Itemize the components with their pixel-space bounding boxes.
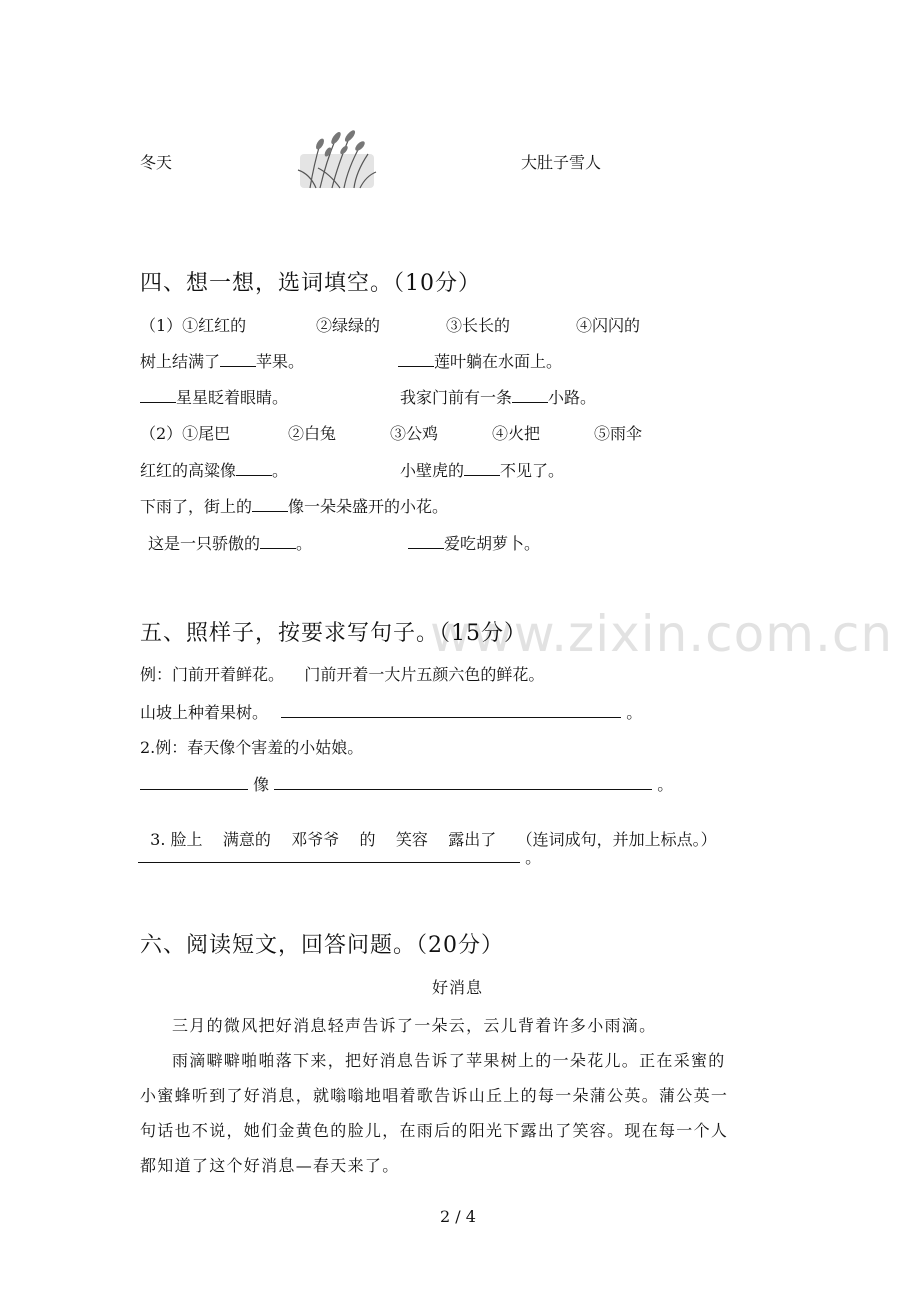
question-2 <box>140 772 673 795</box>
rice-plant-icon <box>290 124 378 192</box>
answer-blank[interactable] <box>464 461 500 476</box>
word-winter: 冬天 <box>140 153 173 172</box>
question-3 <box>140 808 717 850</box>
sentence-text: 。 <box>296 534 313 553</box>
sentence-text: 莲叶躺在水面上。 <box>434 352 563 371</box>
question-end: 。 <box>657 775 674 794</box>
story-line: 都知道了这个好消息—春天来了。 <box>140 1156 400 1175</box>
answer-blank[interactable] <box>236 461 272 476</box>
sentence-text: 小壁虎的 <box>400 461 465 480</box>
question-text: 像 <box>253 775 270 794</box>
story-title: 好消息 <box>432 978 484 997</box>
story-line: 句话也不说，她们金黄色的脸儿，在雨后的阳光下露出了笑容。现在每一个人 <box>140 1121 729 1140</box>
question-instruction: （连词成句，并加上标点。） <box>516 830 717 849</box>
example-2: 2.例：春天像个害羞的小姑娘。 <box>140 738 364 757</box>
sentence-text: 爱吃胡萝卜。 <box>444 534 541 553</box>
story-body <box>140 1008 780 1183</box>
answer-blank[interactable] <box>220 352 256 367</box>
sentence-text: 这是一只骄傲的 <box>148 534 261 553</box>
option: ②白兔 <box>288 424 337 443</box>
sentence-text: 像一朵朵盛开的小花。 <box>288 497 449 516</box>
answer-line[interactable] <box>281 703 621 718</box>
question-end: 。 <box>525 848 542 867</box>
answer-line[interactable] <box>138 848 520 863</box>
answer-blank[interactable] <box>408 534 444 549</box>
fill-sentence <box>140 349 304 372</box>
option: ②绿绿的 <box>316 316 381 335</box>
watermark: www.zixin.com.cn <box>430 605 894 663</box>
fill-sentence <box>398 349 562 372</box>
answer-line[interactable] <box>274 775 652 790</box>
question-end: 。 <box>626 703 643 722</box>
story-line: 小蜜蜂听到了好消息，就嗡嗡地唱着歌告诉山丘上的每一朵蒲公英。蒲公英一 <box>140 1086 729 1105</box>
page-number: 2 / 4 <box>440 1207 476 1226</box>
fill-sentence <box>400 385 596 408</box>
story-line: 雨滴噼噼啪啪落下来，把好消息告诉了苹果树上的一朵花儿。正在采蜜的 <box>172 1051 726 1070</box>
option: ③长长的 <box>446 316 511 335</box>
option: ④闪闪的 <box>576 316 641 335</box>
sentence-text: 。 <box>272 461 289 480</box>
sentence-text: 红红的高粱像 <box>140 461 237 480</box>
story-line: 三月的微风把好消息轻声告诉了一朵云，云儿背着许多小雨滴。 <box>172 1016 657 1035</box>
option: ⑤雨伞 <box>594 424 643 443</box>
example-1: 例：门前开着鲜花。 门前开着一大片五颜六色的鲜花。 <box>140 665 545 684</box>
sentence-text: 我家门前有一条 <box>400 388 513 407</box>
answer-blank[interactable] <box>398 352 434 367</box>
fill-sentence <box>140 385 288 408</box>
fill-sentence <box>400 458 564 481</box>
answer-blank[interactable] <box>260 534 296 549</box>
word-snowman: 大肚子雪人 <box>521 153 602 172</box>
question-3-answer <box>138 845 541 868</box>
sentence-text: 不见了。 <box>500 461 565 480</box>
sentence-text: 苹果。 <box>256 352 305 371</box>
answer-blank[interactable] <box>252 497 288 512</box>
option: （1）①红红的 <box>140 316 247 335</box>
question-1 <box>140 700 642 723</box>
option: ③公鸡 <box>390 424 439 443</box>
question-words: 3. 脸上 满意的 邓爷爷 的 笑容 露出了 <box>150 830 497 849</box>
sentence-text: 树上结满了 <box>140 352 221 371</box>
fill-sentence <box>148 531 312 554</box>
fill-sentence <box>140 458 288 481</box>
answer-blank[interactable] <box>140 388 176 403</box>
answer-line[interactable] <box>140 775 248 790</box>
question-text: 山坡上种着果树。 <box>140 703 269 722</box>
section5-title: 五、照样子，按要求写句子。（15分） <box>140 621 527 646</box>
section4-title: 四、想一想，选词填空。（10分） <box>140 271 481 296</box>
fill-sentence <box>408 531 540 554</box>
sentence-text: 星星眨着眼睛。 <box>176 388 289 407</box>
section6-title: 六、阅读短文，回答问题。（20分） <box>140 933 504 958</box>
sentence-text: 小路。 <box>548 388 597 407</box>
fill-sentence <box>140 494 448 517</box>
answer-blank[interactable] <box>512 388 548 403</box>
sentence-text: 下雨了，街上的 <box>140 497 253 516</box>
option: （2）①尾巴 <box>140 424 231 443</box>
option: ④火把 <box>492 424 541 443</box>
